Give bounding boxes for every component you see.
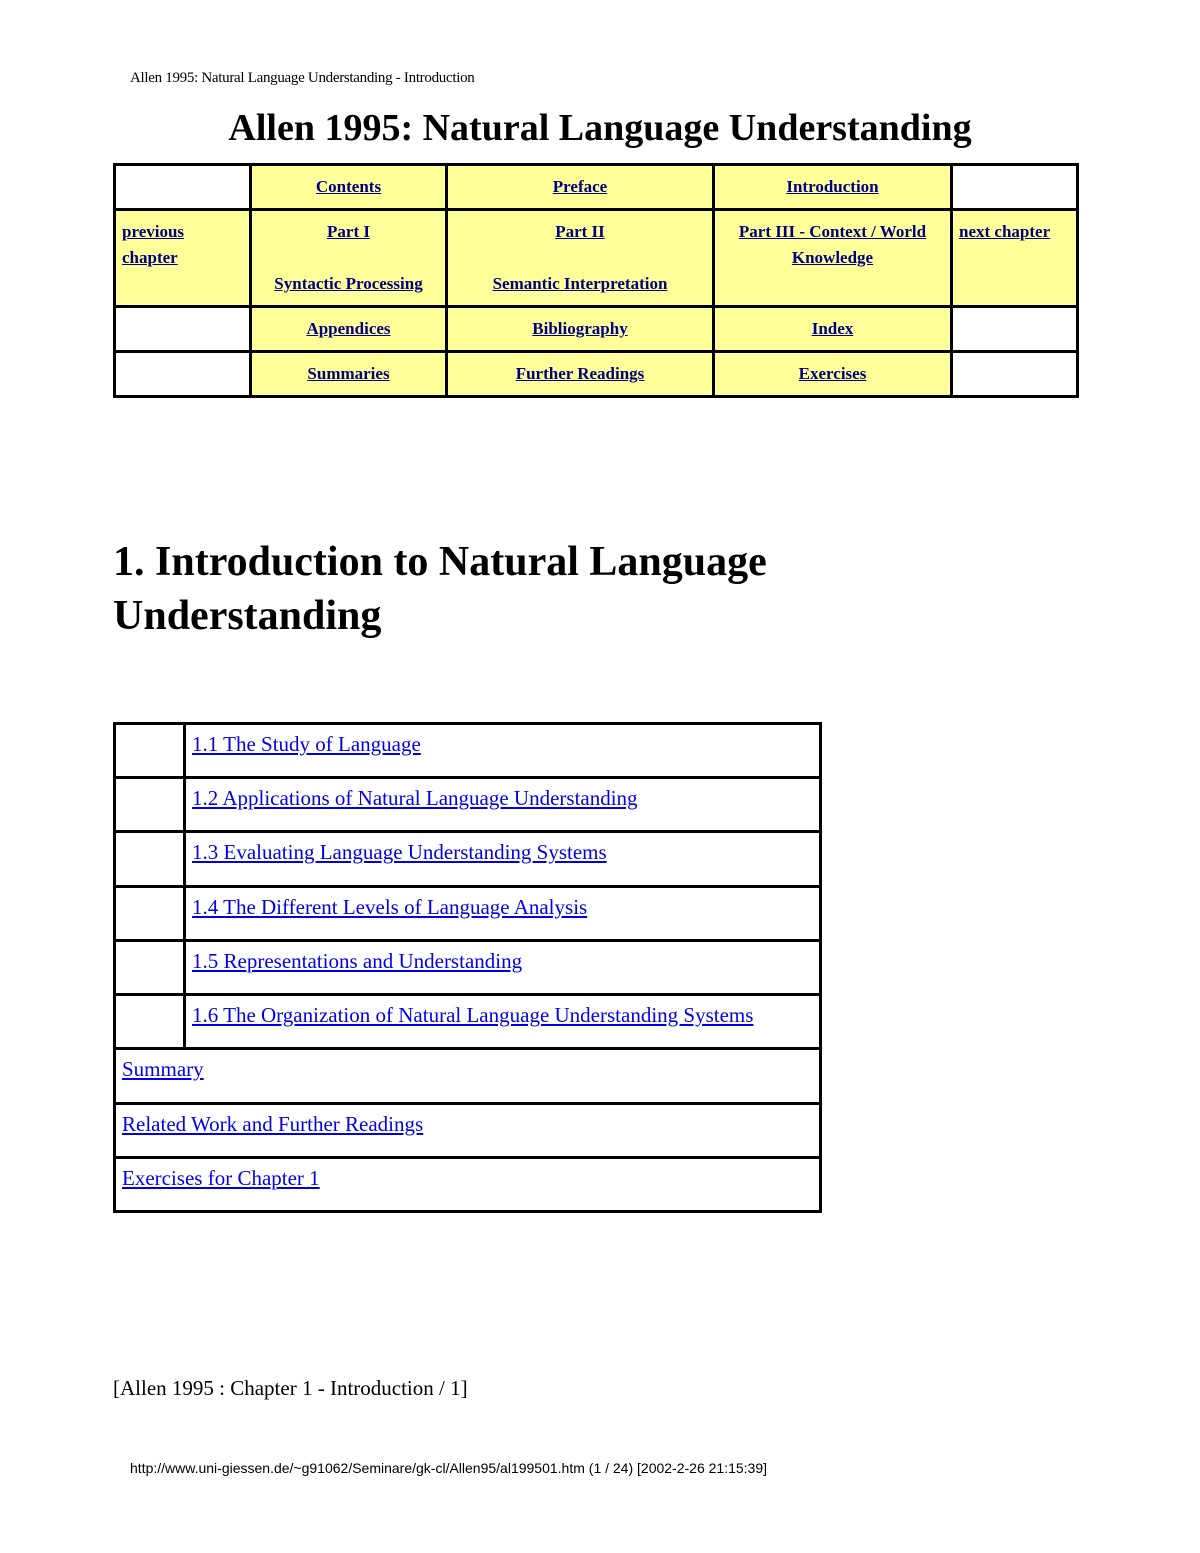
nav-cell-further-readings <box>447 352 714 397</box>
toc-summary-cell <box>115 1049 821 1103</box>
previous-chapter-link[interactable]: previous chapter <box>122 222 185 267</box>
chapter-toc-table <box>113 722 822 1213</box>
preface-link[interactable]: Preface <box>552 177 608 196</box>
toc-section-cell <box>185 832 821 886</box>
page-footer-url: http://www.uni-giessen.de/~g91062/Seminare/gk-cl/Allen95/al199501.htm (1 / 24) [2002-2-26 21:15:39] <box>130 1460 768 1476</box>
nav-cell-part1 <box>251 210 447 307</box>
chapter-title: 1. Introduction to Natural Language Understanding <box>113 539 767 639</box>
chapter-exercises-link[interactable]: Exercises for Chapter 1 <box>122 1165 320 1190</box>
toc-indent-cell <box>115 995 185 1049</box>
running-header: Allen 1995: Natural Language Understanding - Introduction <box>130 70 475 86</box>
summary-link[interactable]: Summary <box>122 1057 204 1082</box>
further-readings-link[interactable]: Further Readings <box>515 364 645 383</box>
toc-indent-cell <box>115 886 185 940</box>
nav-cell-part2 <box>447 210 714 307</box>
toc-related-work-cell <box>115 1103 821 1157</box>
nav-cell-previous-chapter <box>115 210 251 307</box>
exercises-link[interactable]: Exercises <box>798 364 867 383</box>
semantic-interpretation-link[interactable]: Semantic Interpretation <box>492 274 668 293</box>
toc-exercises-cell <box>115 1157 821 1211</box>
toc-section-link[interactable]: 1.4 The Different Levels of Language Analysis <box>192 894 588 919</box>
toc-indent-cell <box>115 940 185 994</box>
next-chapter-link[interactable]: next chapter <box>959 222 1051 241</box>
nav-empty-cell <box>952 307 1078 352</box>
nav-cell-appendices <box>251 307 447 352</box>
nav-cell-index <box>714 307 952 352</box>
appendices-link[interactable]: Appendices <box>306 319 391 338</box>
introduction-link[interactable]: Introduction <box>786 177 879 196</box>
book-navigation-table <box>113 163 1079 398</box>
toc-section-link[interactable]: 1.3 Evaluating Language Understanding Systems <box>192 840 607 865</box>
nav-cell-introduction <box>714 165 952 210</box>
toc-section-cell <box>185 940 821 994</box>
nav-cell-next-chapter <box>952 210 1078 307</box>
toc-section-cell <box>185 778 821 832</box>
toc-section-link[interactable]: 1.2 Applications of Natural Language Understanding <box>192 786 638 811</box>
bibliography-link[interactable]: Bibliography <box>532 319 628 338</box>
nav-cell-preface <box>447 165 714 210</box>
nav-cell-bibliography <box>447 307 714 352</box>
nav-empty-cell <box>115 165 251 210</box>
contents-link[interactable]: Contents <box>315 177 382 196</box>
page-reference: [Allen 1995 : Chapter 1 - Introduction / 1] <box>113 1376 468 1400</box>
part2-link[interactable]: Part II <box>555 222 605 241</box>
nav-cell-part3 <box>714 210 952 307</box>
syntactic-processing-link[interactable]: Syntactic Processing <box>274 274 423 293</box>
toc-section-cell <box>185 995 821 1049</box>
nav-empty-cell <box>952 165 1078 210</box>
part1-link[interactable]: Part I <box>327 222 370 241</box>
nav-cell-exercises <box>714 352 952 397</box>
nav-empty-cell <box>115 307 251 352</box>
nav-cell-contents <box>251 165 447 210</box>
toc-section-link[interactable]: 1.5 Representations and Understanding <box>192 948 523 973</box>
toc-section-cell <box>185 724 821 778</box>
nav-empty-cell <box>952 352 1078 397</box>
summaries-link[interactable]: Summaries <box>307 364 390 383</box>
nav-cell-summaries <box>251 352 447 397</box>
toc-section-link[interactable]: 1.6 The Organization of Natural Language Understanding Systems <box>192 1003 754 1028</box>
toc-section-link[interactable]: 1.1 The Study of Language <box>192 732 421 756</box>
toc-indent-cell <box>115 778 185 832</box>
part3-link[interactable]: Part III - Context / World Knowledge <box>738 222 927 267</box>
nav-empty-cell <box>115 352 251 397</box>
toc-indent-cell <box>115 832 185 886</box>
book-title: Allen 1995: Natural Language Understanding <box>228 107 972 149</box>
toc-indent-cell <box>115 724 185 778</box>
toc-section-cell <box>185 886 821 940</box>
related-work-link[interactable]: Related Work and Further Readings <box>122 1111 424 1136</box>
index-link[interactable]: Index <box>811 319 854 338</box>
